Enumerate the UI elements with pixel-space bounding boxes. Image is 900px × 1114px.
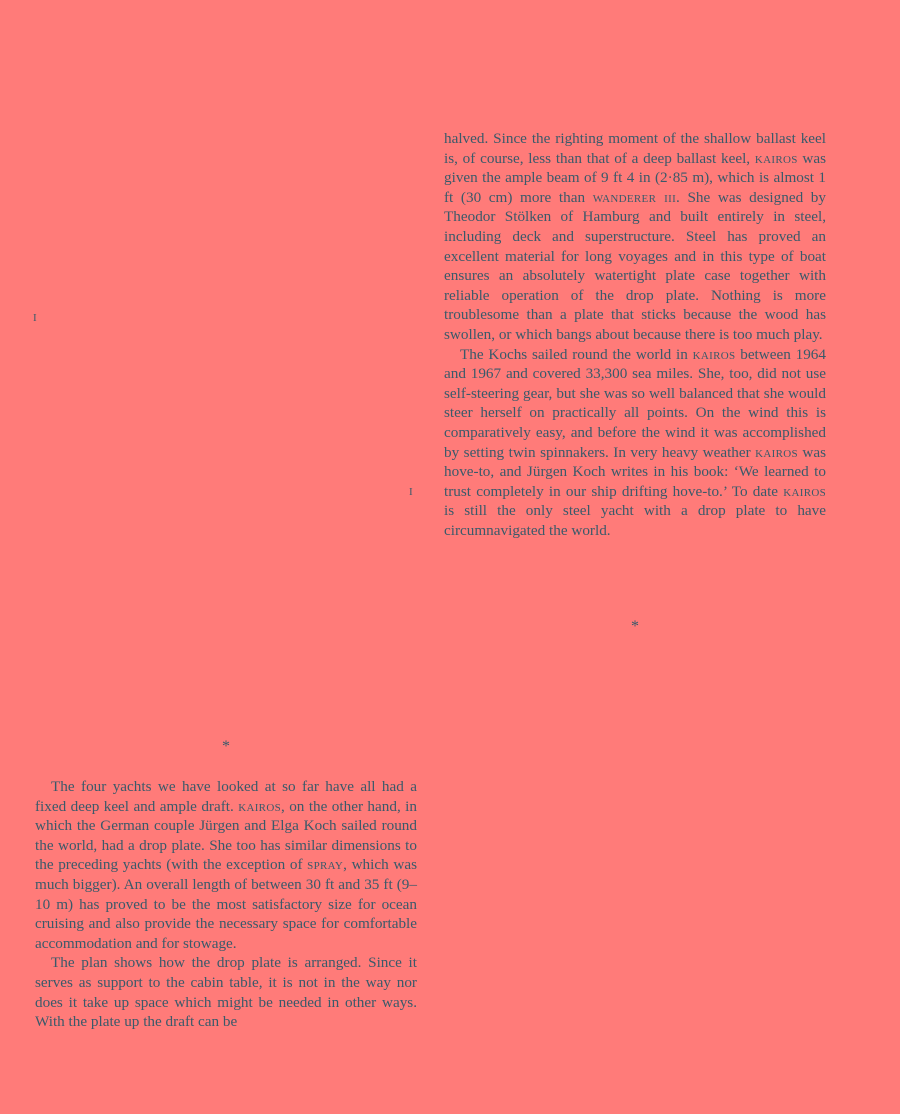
text-run: The four yachts we have looked at so far have all had a fixed deep keel and ample draft. xyxy=(35,778,417,815)
page-marker-left: I xyxy=(33,312,37,324)
text-run: is still the only steel yacht with a drop plate to have circumnavigated the world. xyxy=(444,502,826,539)
boat-name-kairos: kairos xyxy=(783,482,826,500)
boat-name-kairos: kairos xyxy=(754,149,798,167)
section-divider-asterisk: * xyxy=(222,738,230,755)
text-run: The Kochs sailed round the world in xyxy=(460,345,693,363)
text-run: , which was much bigger). An overall length of between 30 ft and 35 ft (9–10 m) has proved to be the most satisfactory size for ocean cruising and also provide the necessary space for comfortable accommodation and for stowage. xyxy=(35,856,417,952)
section-divider-asterisk: * xyxy=(631,618,639,635)
right-text-column xyxy=(444,129,826,540)
text-run: was given the ample beam of 9 ft 4 in (2·85 m), which is almost 1 ft (30 cm) more than xyxy=(444,149,827,206)
boat-name-kairos: kairos xyxy=(692,345,736,363)
boat-name-wanderer: wanderer iii xyxy=(592,188,677,206)
text-run: was hove-to, and Jürgen Koch writes in his book: ‘We learned to trust completely in our ship drifting hove-to.’ To date xyxy=(444,443,826,500)
paragraph-drop-plate xyxy=(35,953,417,1031)
paragraph-kochs-voyage xyxy=(444,345,826,541)
boat-name-spray: spray xyxy=(307,856,344,874)
page-marker-middle: I xyxy=(409,486,413,498)
text-run: halved. Since the righting moment of the shallow ballast keel is, of course, less than that of a deep ballast keel, xyxy=(444,130,826,167)
left-text-column xyxy=(35,777,417,1032)
boat-name-kairos: kairos xyxy=(755,443,798,461)
paragraph-kairos-design xyxy=(444,129,826,345)
paragraph-four-yachts xyxy=(35,777,417,953)
text-run: The plan shows how the drop plate is arranged. Since it serves as support to the cabin table, it is not in the way nor does it take up space which might be needed in other ways. With the plate up the draft can be xyxy=(35,954,417,1031)
text-run: . She was designed by Theodor Stölken of Hamburg and built entirely in steel, including deck and superstructure. Steel has proved an excellent material for long voyages and in this type of boat ensures an absolutely watertight plate case together with reliable operation of the drop plate. Nothing is more troublesome than a plate that sticks because the wood has swollen, or which bangs about because there is too much play. xyxy=(444,188,826,343)
text-run: between 1964 and 1967 and covered 33,300 sea miles. She, too, did not use self-steering gear, but she was so well balanced that she would steer herself on practically all points. On the wind this is comparatively easy, and before the wind it was accomplished by setting twin spinnakers. In very heavy weather xyxy=(444,345,826,461)
boat-name-kairos: kairos xyxy=(238,797,281,815)
text-run: , on the other hand, in which the German couple Jürgen and Elga Koch sailed round the world, had a drop plate. She too has similar dimensions to the preceding yachts (with the exception of xyxy=(35,797,417,874)
